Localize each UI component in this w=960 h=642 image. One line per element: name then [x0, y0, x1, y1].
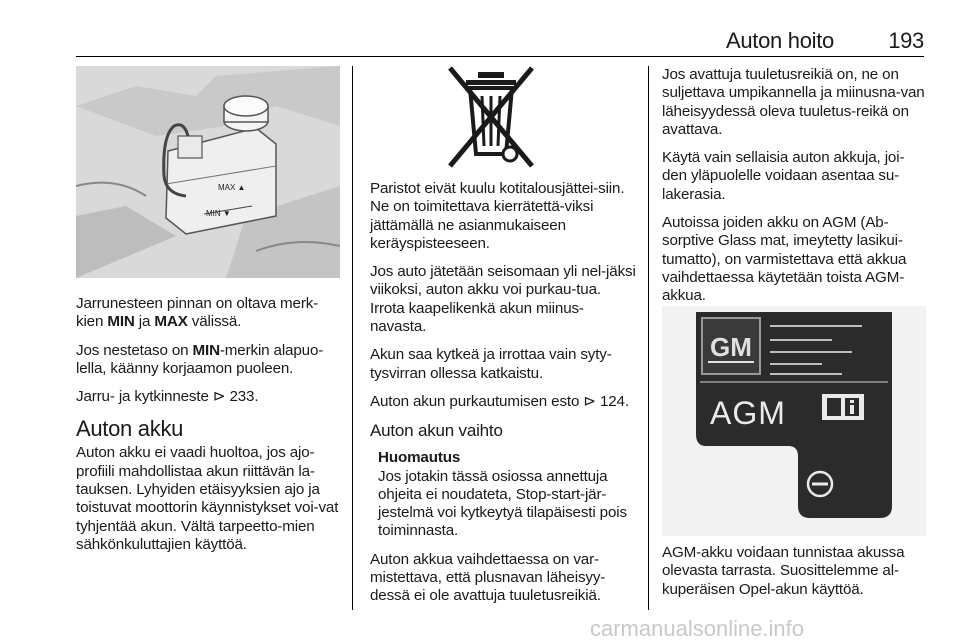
paragraph-fuse-box: Käytä vain sellaisia auton akkuja, joi-den yläpuolelle voidaan asentaa su-lakerasia. — [662, 149, 905, 203]
header-divider — [76, 56, 924, 57]
section-title: Auton hoito — [725, 28, 834, 53]
column-2-text — [370, 180, 638, 616]
page-header — [0, 28, 924, 54]
paragraph-agm-identification: AGM-akku voidaan tunnistaa akussa olevasta tarrasta. Suosittelemme al-kuperäisen Opel-akun käyttöä. — [662, 544, 905, 598]
paragraph-battery-maintenance: Auton akku ei vaadi huoltoa, jos ajo-profiili mahdollistaa akun riittävän la-tauksen. Lyhyiden etäisyyksien ajo ja toistuvat moottorin käynnistykset voi-vat tyhjentää akun. Vältä tarpeetto-mien sähkönkuluttajien käyttöä. — [76, 444, 339, 553]
link-brake-clutch-fluid[interactable]: Jarru- ja kytkinneste ⊳ 233. — [76, 388, 259, 406]
agm-label-text: AGM — [710, 395, 786, 431]
agm-battery-label-image — [662, 306, 926, 536]
column-3-text — [662, 66, 926, 316]
column-divider-2 — [648, 66, 649, 610]
column-divider-1 — [352, 66, 353, 610]
heading-vehicle-battery: Auton akku — [76, 416, 184, 442]
paragraph-battery-disposal: Paristot eivät kuulu kotitalousjättei-siin. Ne on toimitettava kierrätettä-viksi jättämällä ne asianmukaiseen keräyspisteeseen. — [370, 180, 625, 252]
watermark: carmanualsonline.info — [590, 616, 805, 641]
column-3-bottom-text — [662, 544, 926, 609]
paragraph-brake-fluid-level: Jarrunesteen pinnan on oltava merk-kien MIN ja MAX välissä. — [76, 295, 319, 331]
recycling-bin-icon — [440, 66, 540, 170]
gm-logo: GM — [710, 332, 752, 362]
note-title: Huomautus — [378, 449, 461, 467]
link-battery-discharge-protection[interactable]: Auton akun purkautumisen esto ⊳ 124. — [370, 392, 629, 410]
column-1-text — [76, 295, 342, 564]
paragraph-battery-storage: Jos auto jätetään seisomaan yli nel-jäksi viikoksi, auton akku voi purkau-tua. Irrota kaapelikenkä akun miinus-navasta. — [370, 263, 636, 336]
paragraph-low-level: Jos nestetaso on MIN-merkin alapuo-lella, käänny korjaamon puoleen. — [76, 341, 324, 377]
brake-fluid-reservoir-image — [76, 66, 340, 278]
min-mark-label: MIN ▼ — [206, 209, 231, 218]
paragraph-connect-disconnect: Akun saa kytkeä ja irrottaa vain syty-tysvirran ollessa katkaistu. — [370, 346, 612, 382]
note-box — [370, 449, 638, 540]
max-mark-label: MAX ▲ — [218, 183, 246, 192]
paragraph-agm-replacement: Autoissa joiden akku on AGM (Ab-sorptive Glass mat, imeytetty lasikui-tumatto), on varmistettava että akkua vaihdettaessa käytetään toista AGM-akkua. — [662, 214, 907, 305]
manual-book-icon — [822, 394, 864, 420]
paragraph-vent-holes: Auton akkua vaihdettaessa on var-mistettava, että plusnavan läheisyy-dessä ei ole avattuja tuuletusreikiä. — [370, 550, 606, 605]
note-body: Jos jotakin tässä osiossa annettuja ohjeita ei noudateta, Stop-start-jär-jestelmä voi kytkeytyä tilapäisesti pois toiminnasta. — [378, 467, 627, 540]
paragraph-close-vents: Jos avattuja tuuletusreikiä on, ne on suljettava umpikannella ja miinusna-van läheisyydessä oleva tuuletus-reikä on avattava. — [662, 66, 925, 138]
page-number: 193 — [888, 28, 924, 53]
heading-battery-replacement: Auton akun vaihto — [370, 421, 503, 441]
